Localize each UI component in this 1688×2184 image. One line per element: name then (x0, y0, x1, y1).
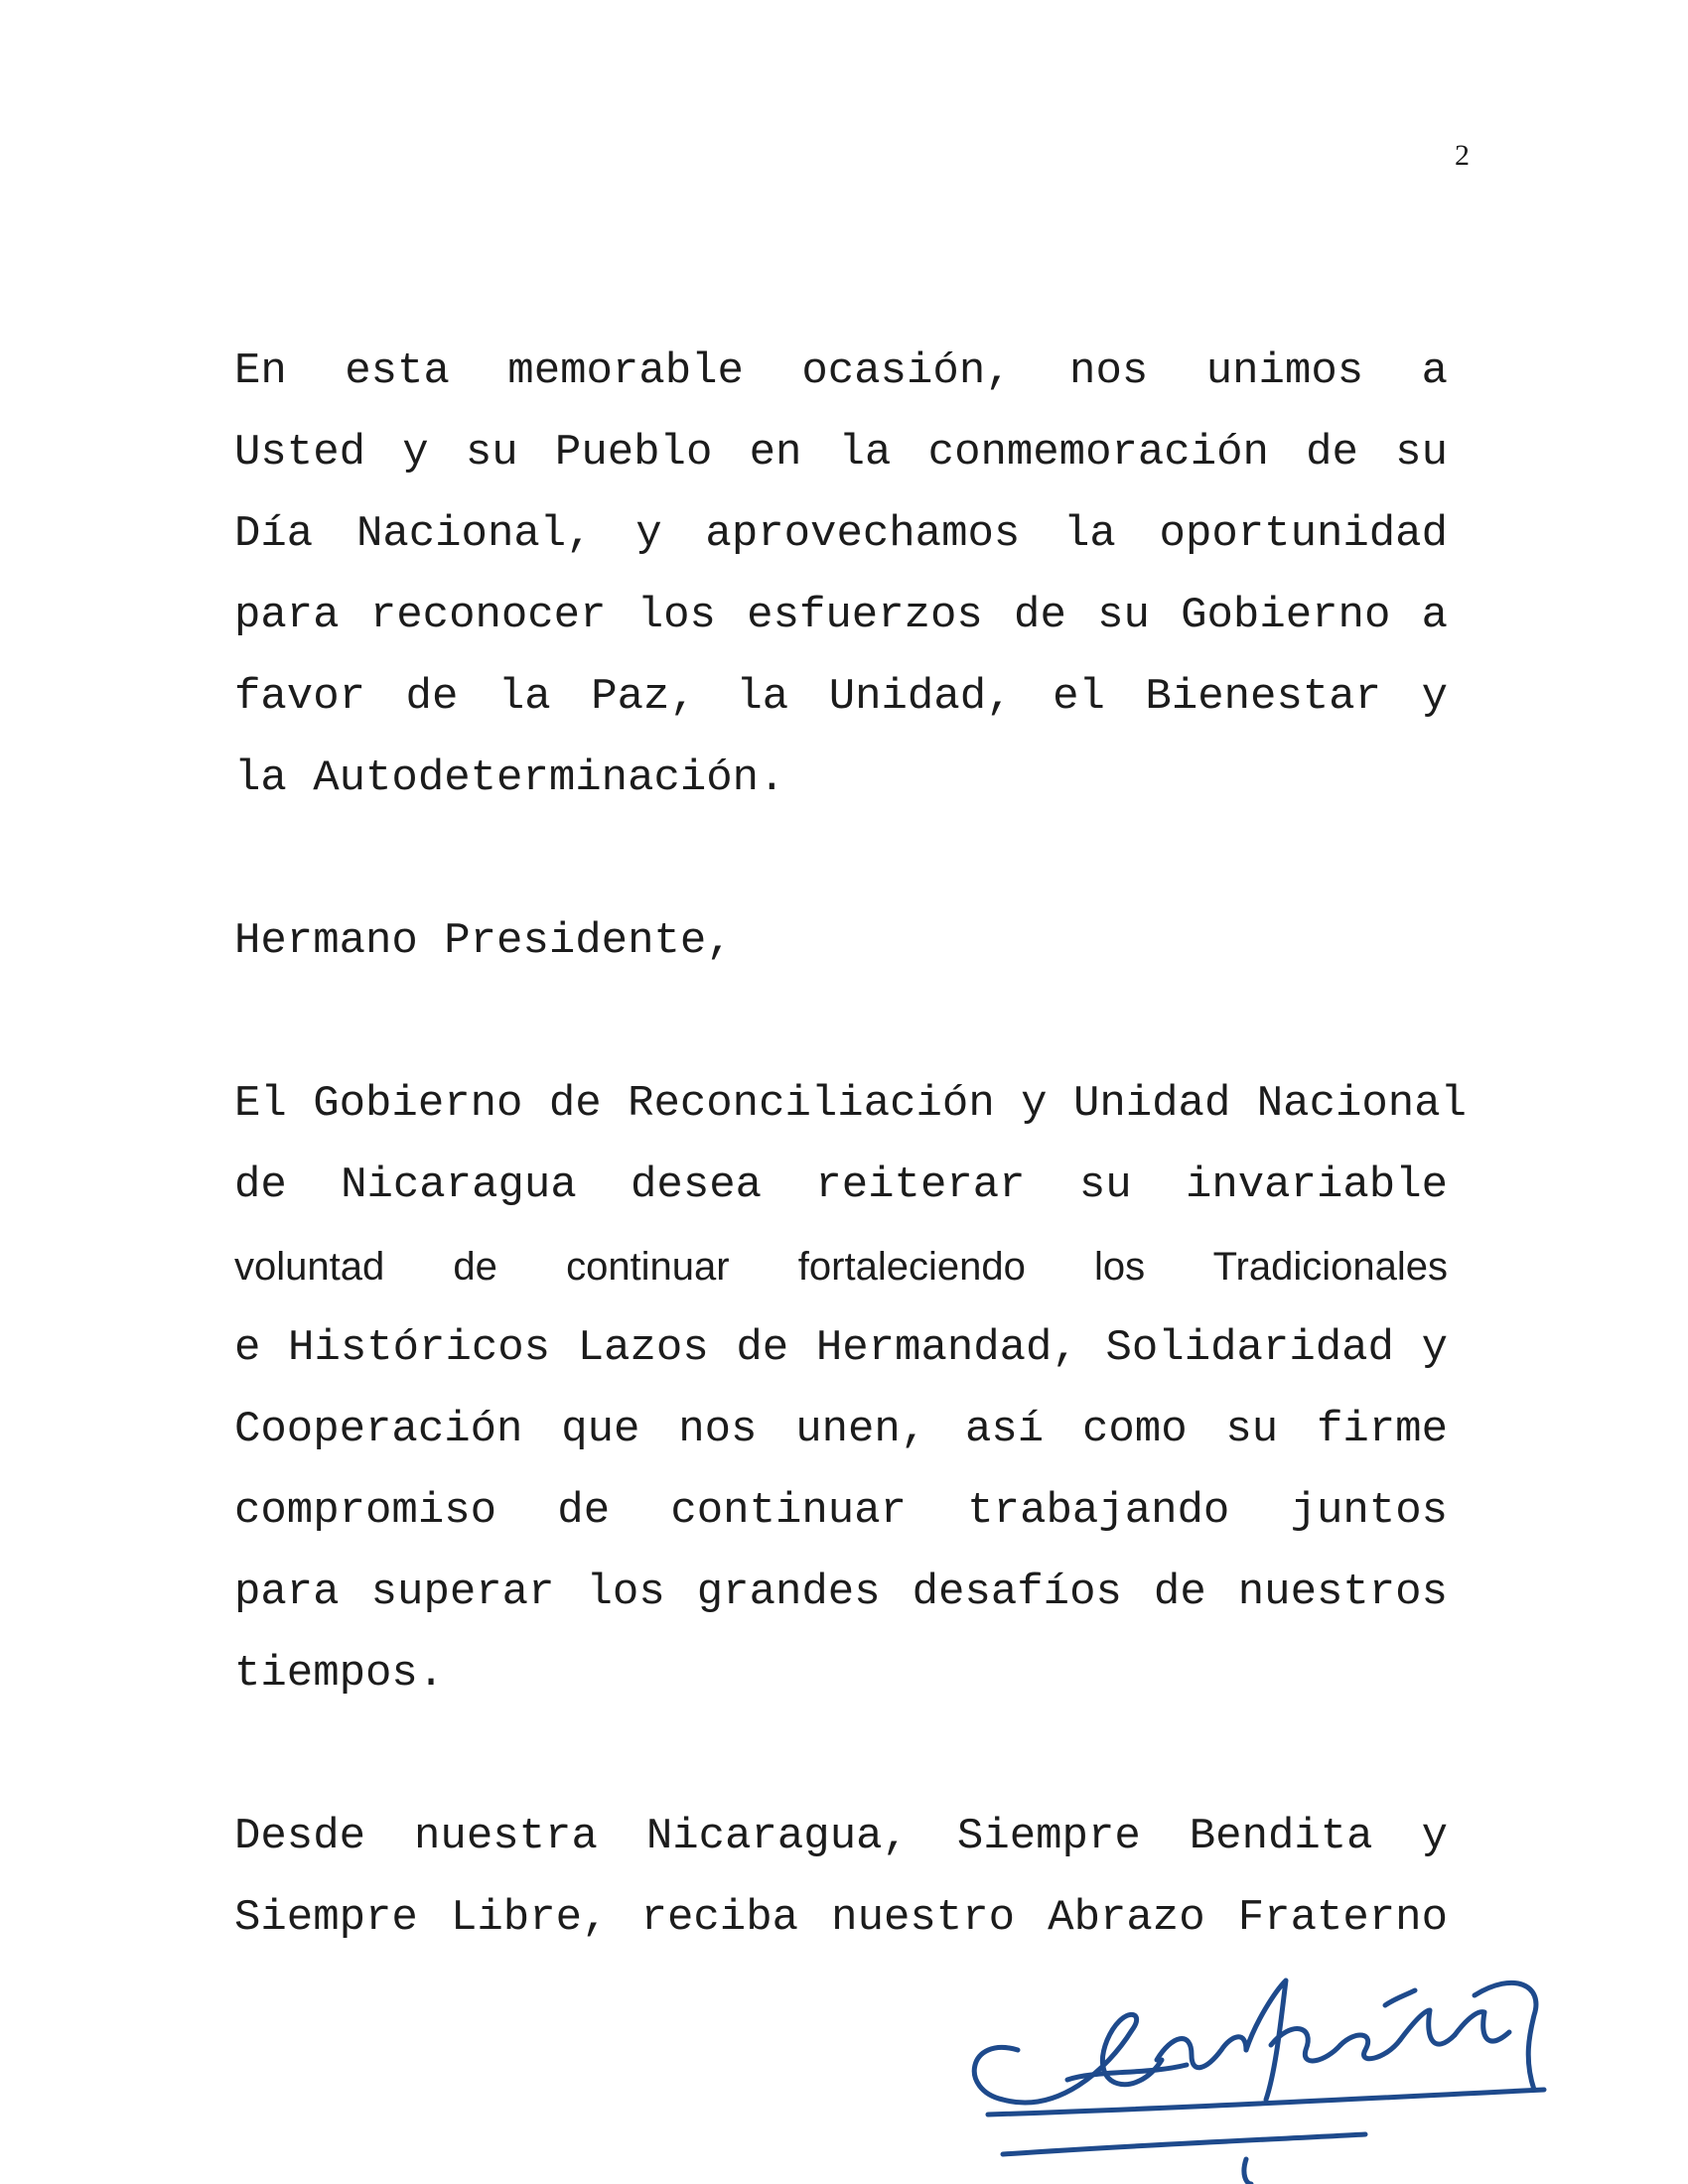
text-line: favor de la Paz, la Unidad, el Bienestar y (234, 672, 1448, 722)
page-number: 2 (1455, 139, 1470, 172)
text-line: Desde nuestra Nicaragua, Siempre Bendita y (234, 1812, 1448, 1861)
text-line: Usted y su Pueblo en la conmemoración de su (234, 428, 1448, 478)
text-line: para superar los grandes desafíos de nuestros (234, 1568, 1448, 1617)
text-line: Cooperación que nos unen, así como su firme (234, 1405, 1448, 1454)
paragraph-salutation (234, 900, 1448, 982)
text-line: de Nicaragua desea reiterar su invariable (234, 1160, 1448, 1210)
paragraph-greeting (234, 331, 1448, 819)
text-line: Hermano Presidente, (234, 916, 733, 966)
text-line: e Históricos Lazos de Hermandad, Solidaridad y (234, 1323, 1448, 1373)
text-line: En esta memorable ocasión, nos unimos a (234, 346, 1448, 396)
text-line: El Gobierno de Reconciliación y Unidad Nacional (234, 1079, 1468, 1129)
text-line: para reconocer los esfuerzos de su Gobierno a (234, 591, 1448, 640)
text-line: la Autodeterminación. (234, 753, 785, 803)
letter-body (234, 331, 1468, 2040)
handwritten-signature (948, 1951, 1564, 2184)
paragraph-commitment (234, 1063, 1468, 1714)
text-line: tiempos. (234, 1649, 445, 1699)
text-line: voluntad de continuar fortaleciendo los Tradicionales (234, 1245, 1448, 1289)
text-line: Día Nacional, y aprovechamos la oportunidad (234, 509, 1448, 559)
paragraph-closing (234, 1796, 1448, 1959)
text-line: Siempre Libre, reciba nuestro Abrazo Fraterno (234, 1893, 1448, 1943)
text-line: compromiso de continuar trabajando juntos (234, 1486, 1448, 1536)
